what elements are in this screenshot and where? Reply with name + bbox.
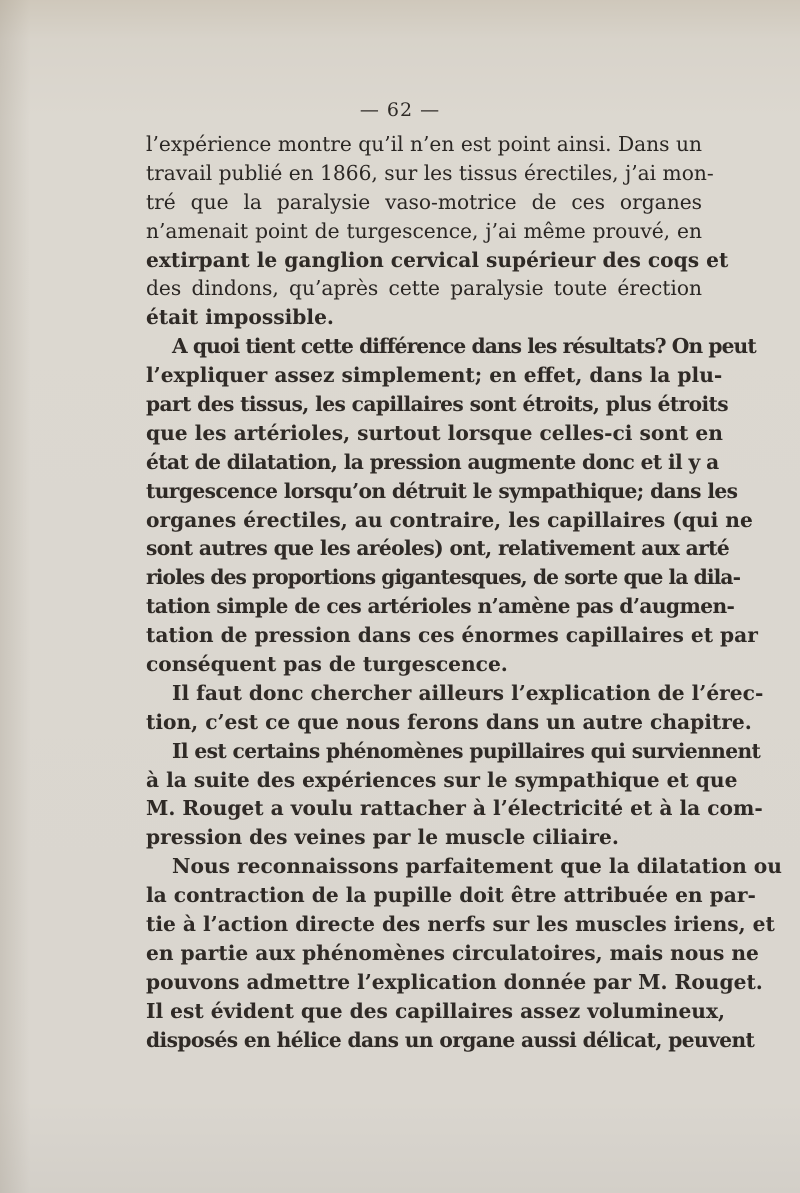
text-line: turgescence lorsqu’on détruit le sympathique; dans les bbox=[146, 478, 738, 503]
text-line: en partie aux phénomènes circulatoires, mais nous ne bbox=[146, 940, 759, 965]
text-line: part des tissus, les capillaires sont étroits, plus étroits bbox=[146, 392, 729, 417]
text-line: tie à l’action directe des nerfs sur les muscles iriens, et bbox=[146, 912, 775, 937]
paragraph-start-line: Il faut donc chercher ailleurs l’explication de l’érec- bbox=[172, 680, 764, 705]
text-line: conséquent pas de turgescence. bbox=[146, 652, 508, 677]
paragraph-start-line: A quoi tient cette différence dans les résultats? On peut bbox=[172, 334, 756, 359]
page-number: — 62 — bbox=[359, 99, 441, 121]
text-line: des dindons, qu’après cette paralysie toute érection bbox=[146, 276, 702, 301]
page-body-text bbox=[146, 130, 782, 1055]
text-line: tation simple de ces artérioles n’amène pas d’augmen- bbox=[146, 594, 735, 619]
text-line: à la suite des expériences sur le sympathique et que bbox=[146, 767, 738, 792]
text-line: organes érectiles, au contraire, les capillaires (qui ne bbox=[146, 507, 753, 532]
text-line: sont autres que les aréoles) ont, relativement aux arté bbox=[146, 536, 730, 561]
text-line: n’amenait point de turgescence, j’ai même prouvé, en bbox=[146, 218, 702, 243]
text-line: la contraction de la pupille doit être attribuée en par- bbox=[146, 883, 756, 908]
text-line: que les artérioles, surtout lorsque celles-ci sont en bbox=[146, 420, 723, 445]
text-line: était impossible. bbox=[146, 305, 334, 330]
text-line: M. Rouget a voulu rattacher à l’électricité et à la com- bbox=[146, 796, 763, 821]
text-line: pression des veines par le muscle ciliaire. bbox=[146, 825, 619, 850]
text-line: extirpant le ganglion cervical supérieur des coqs et bbox=[146, 247, 729, 272]
text-line: tré que la paralysie vaso-motrice de ces organes bbox=[146, 189, 702, 214]
text-line: rioles des proportions gigantesques, de sorte que la dila- bbox=[146, 565, 741, 590]
text-line: Il est évident que des capillaires assez volumineux, bbox=[146, 998, 726, 1023]
text-line: tation de pression dans ces énormes capillaires et par bbox=[146, 623, 758, 648]
text-line: l’expérience montre qu’il n’en est point ainsi. Dans un bbox=[146, 132, 702, 156]
text-line: tion, c’est ce que nous ferons dans un autre chapitre. bbox=[146, 709, 752, 734]
text-line: disposés en hélice dans un organe aussi délicat, peuvent bbox=[146, 1027, 755, 1052]
text-line: état de dilatation, la pression augmente donc et il y a bbox=[146, 449, 719, 474]
paragraph-start-line: Il est certains phénomènes pupillaires qui surviennent bbox=[172, 738, 761, 763]
paragraph-start-line: Nous reconnaissons parfaitement que la dilatation ou bbox=[172, 854, 782, 879]
text-line: l’expliquer assez simplement; en effet, dans la plu- bbox=[146, 363, 723, 388]
text-line: travail publié en 1866, sur les tissus érectiles, j’ai mon- bbox=[146, 160, 714, 185]
text-line: pouvons admettre l’explication donnée par M. Rouget. bbox=[146, 969, 763, 994]
